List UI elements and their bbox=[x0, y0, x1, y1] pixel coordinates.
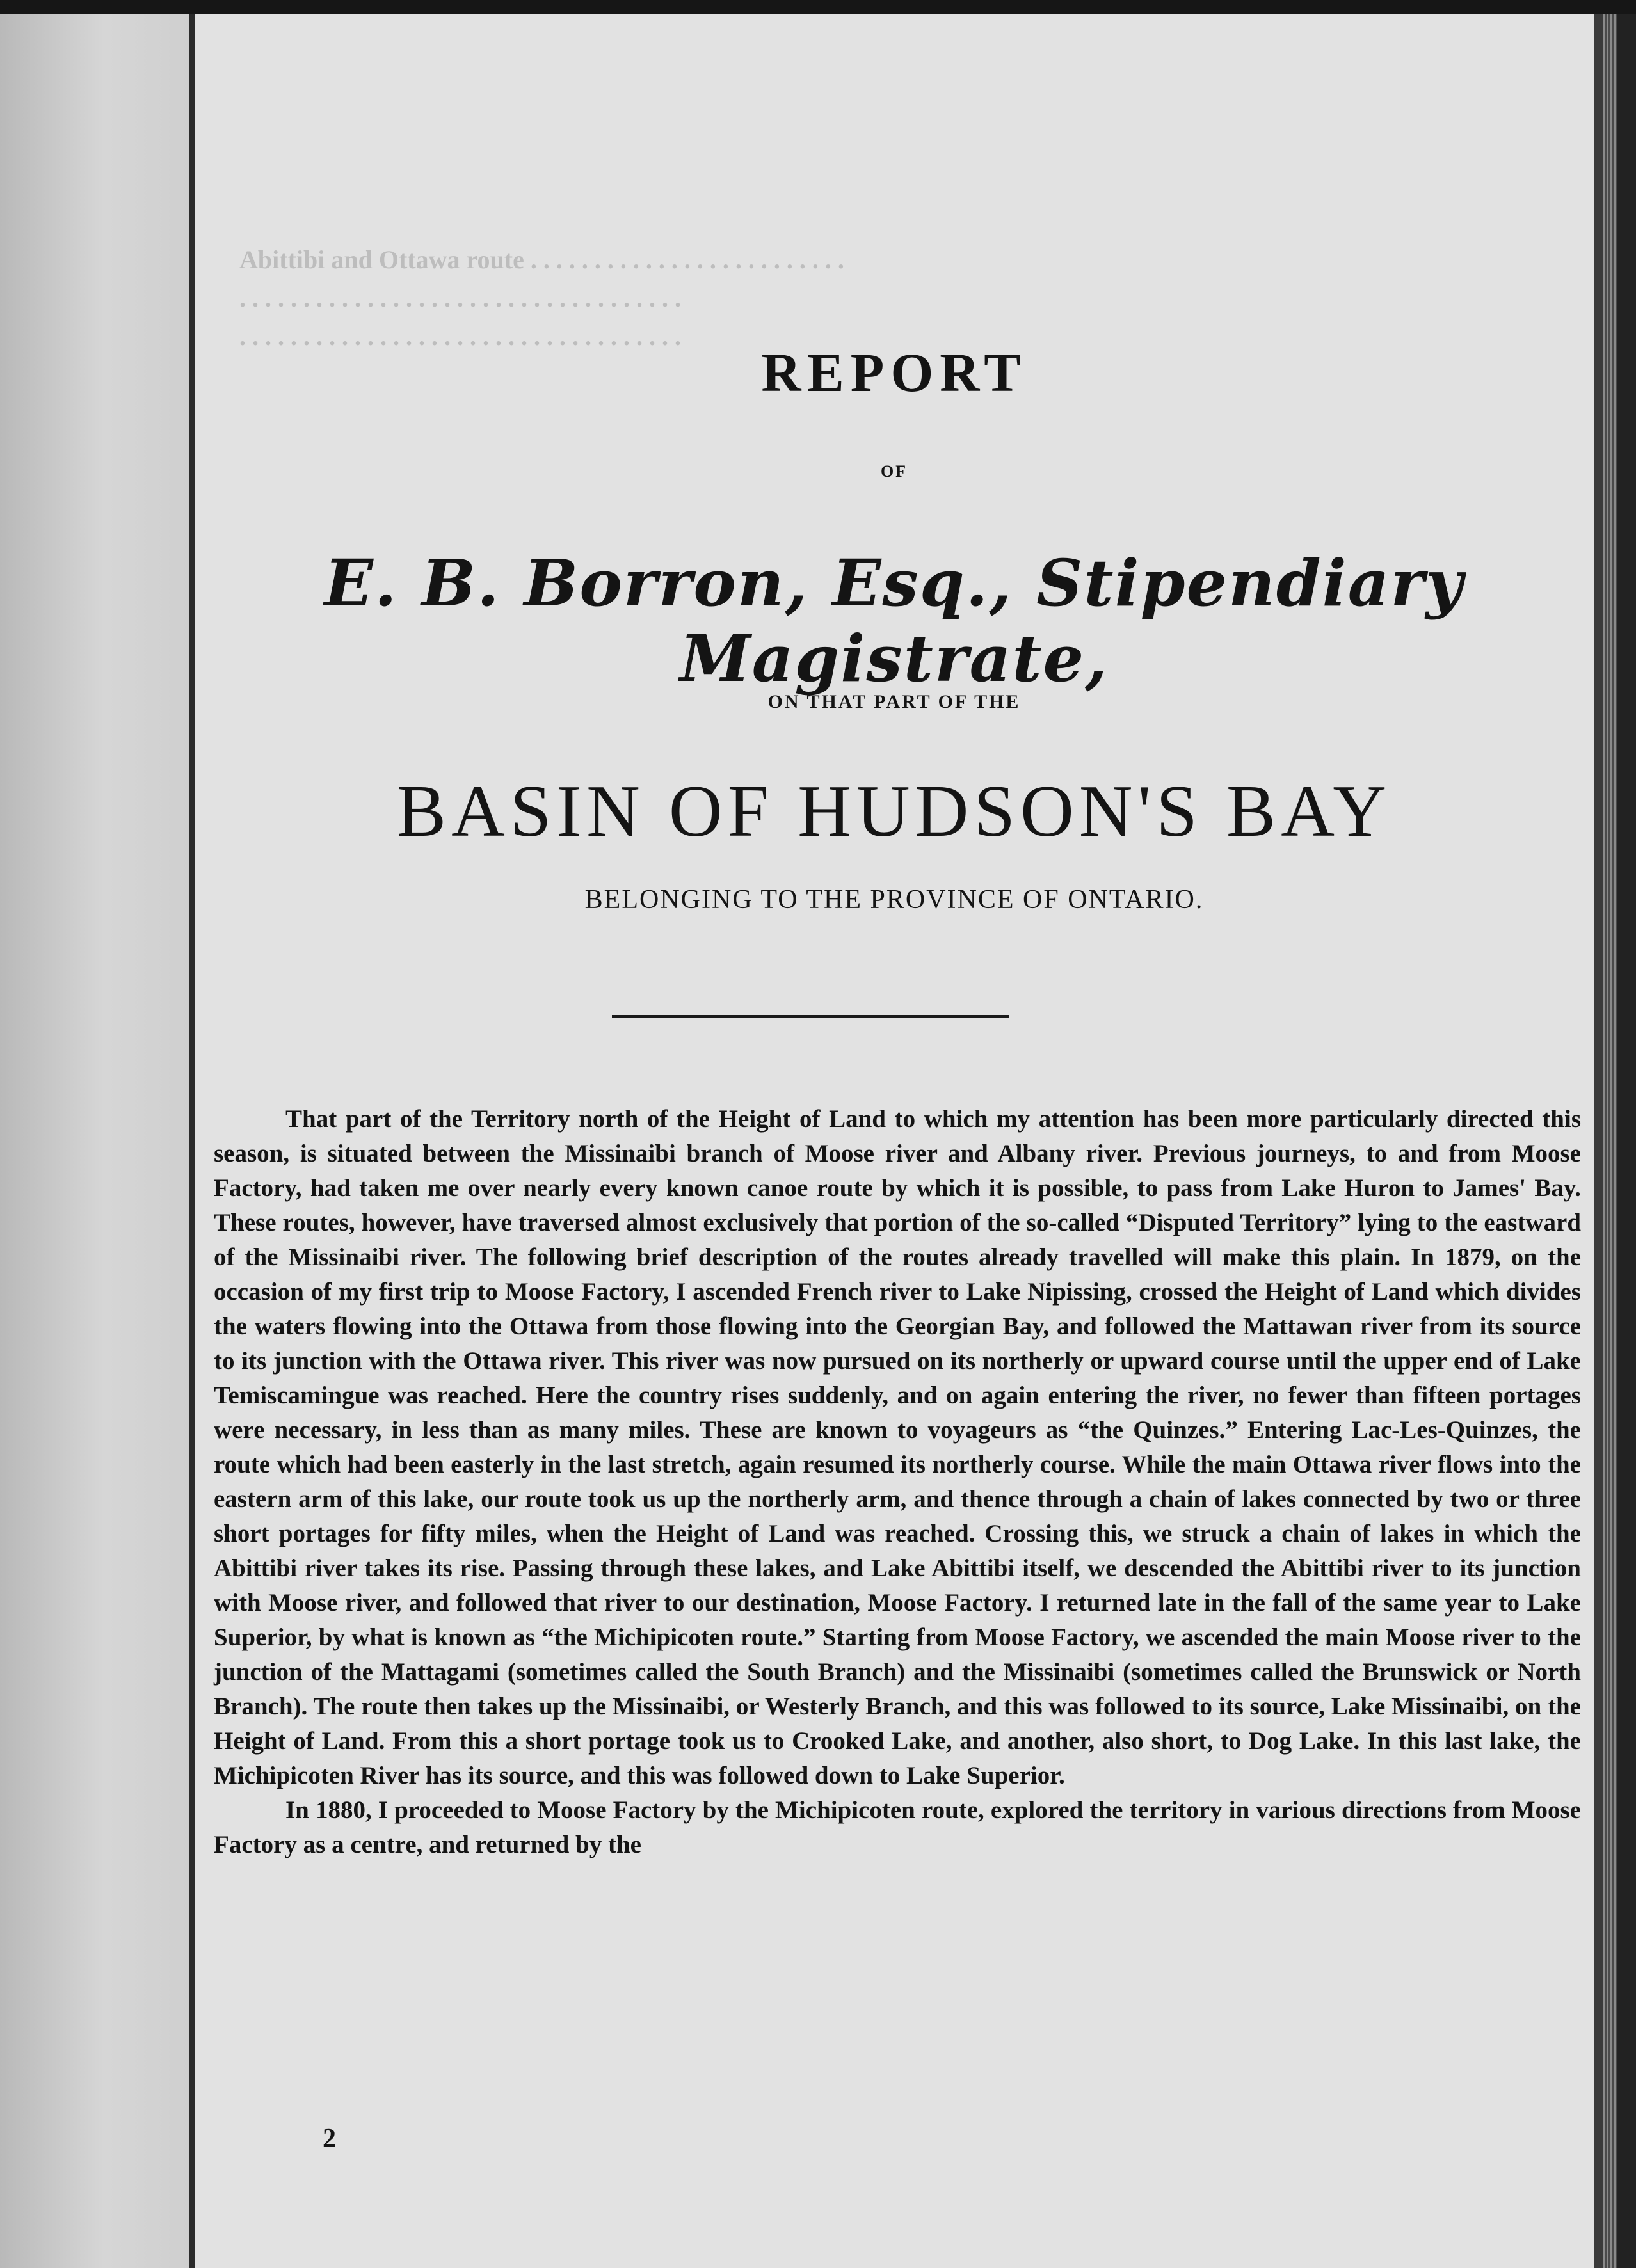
subtitle-intro: ON THAT PART OF THE bbox=[767, 691, 1021, 712]
show-through-text: . . . . . . . . . . . . . . . . . . . . . . . . . . . . . . . . . . . bbox=[239, 322, 681, 351]
page-gutter bbox=[189, 14, 195, 2268]
scan-border-top bbox=[0, 0, 1636, 14]
heading-of: OF bbox=[880, 462, 908, 481]
facing-page-strip bbox=[0, 14, 189, 2268]
binding-edge bbox=[1617, 14, 1636, 2268]
show-through-text: . . . . . . . . . . . . . . . . . . . . . . . . . . . . . . . . . . . bbox=[239, 284, 681, 312]
section-divider bbox=[612, 1015, 1009, 1018]
subject-qualifier: BELONGING TO THE PROVINCE OF ONTARIO. bbox=[584, 885, 1204, 914]
author-line: E. B. Borron, Esq., Stipendiary Magistrate, bbox=[324, 545, 1464, 696]
document-page bbox=[195, 14, 1594, 2268]
main-subject-heading: BASIN OF HUDSON'S BAY bbox=[396, 771, 1392, 852]
report-heading: REPORT bbox=[761, 342, 1027, 403]
page-edge bbox=[1594, 14, 1603, 2268]
page-edge-stack bbox=[1603, 14, 1617, 2268]
body-paragraph: That part of the Territory north of the Height of Land to which my attention has been more particularly directed this season, is situated between the Missinaibi branch of Moose river and Albany river. Previous journeys, to and from Moose Factory, had taken me over nearly every known canoe route by which it is possible, to pass from Lake Huron to James' Bay. These routes, however, have traversed almost exclusively that portion of the so-called “Disputed Territory” lying to the eastward of the Missinaibi river. The following brief description of the routes already travelled will make this plain. In 1879, on the occasion of my first trip to Moose Factory, I ascended French river to Lake Nipissing, crossed the Height of Land which divides the waters flowing into the Ottawa from those flowing into the Georgian Bay, and followed the Mattawan river from its source to its junction with the Ottawa river. This river was now pursued on its northerly or upward course until the upper end of Lake Temiscamingue was reached. Here the country rises suddenly, and on again entering the river, no fewer than fifteen portages were necessary, in less than as many miles. These are known to voyageurs as “the Quinzes.” Entering Lac-Les-Quinzes, the route which had been easterly in the last stretch, again resumed its northerly course. While the main Ottawa river flows into the eastern arm of this lake, our route took us up the northerly arm, and thence through a chain of lakes connected by two or three short portages for fifty miles, when the Height of Land was reached. Crossing this, we struck a chain of lakes in which the Abittibi river takes its rise. Passing through these lakes, and Lake Abittibi itself, we descended the Abittibi river to its junction with Moose river, and followed that river to our destination, Moose Factory. I returned late in the fall of the same year to Lake Superior, by what is known as “the Michipicoten route.” Starting from Moose Factory, we ascended the main Moose river to the junction of the Mattagami (sometimes called the South Branch) and the Missinaibi (sometimes called the Brunswick or North Branch). The route then takes up the Missinaibi, or Westerly Branch, and this was followed to its source, Lake Missinaibi, on the Height of Land. From this a short portage took us to Crooked Lake, and another, also short, to Dog Lake. In this last lake, the Michipicoten River has its source, and this was followed down to Lake Superior. bbox=[214, 1105, 1581, 1789]
page-number: 2 bbox=[323, 2124, 336, 2153]
show-through-text: Abittibi and Ottawa route . . . . . . . . . . . . . . . . . . . . . . . . . bbox=[239, 245, 844, 274]
report-body bbox=[214, 1102, 1581, 1862]
body-paragraph: In 1880, I proceeded to Moose Factory by the Michipicoten route, explored the territory in various directions from Moose Factory as a centre, and returned by the bbox=[214, 1796, 1581, 1858]
